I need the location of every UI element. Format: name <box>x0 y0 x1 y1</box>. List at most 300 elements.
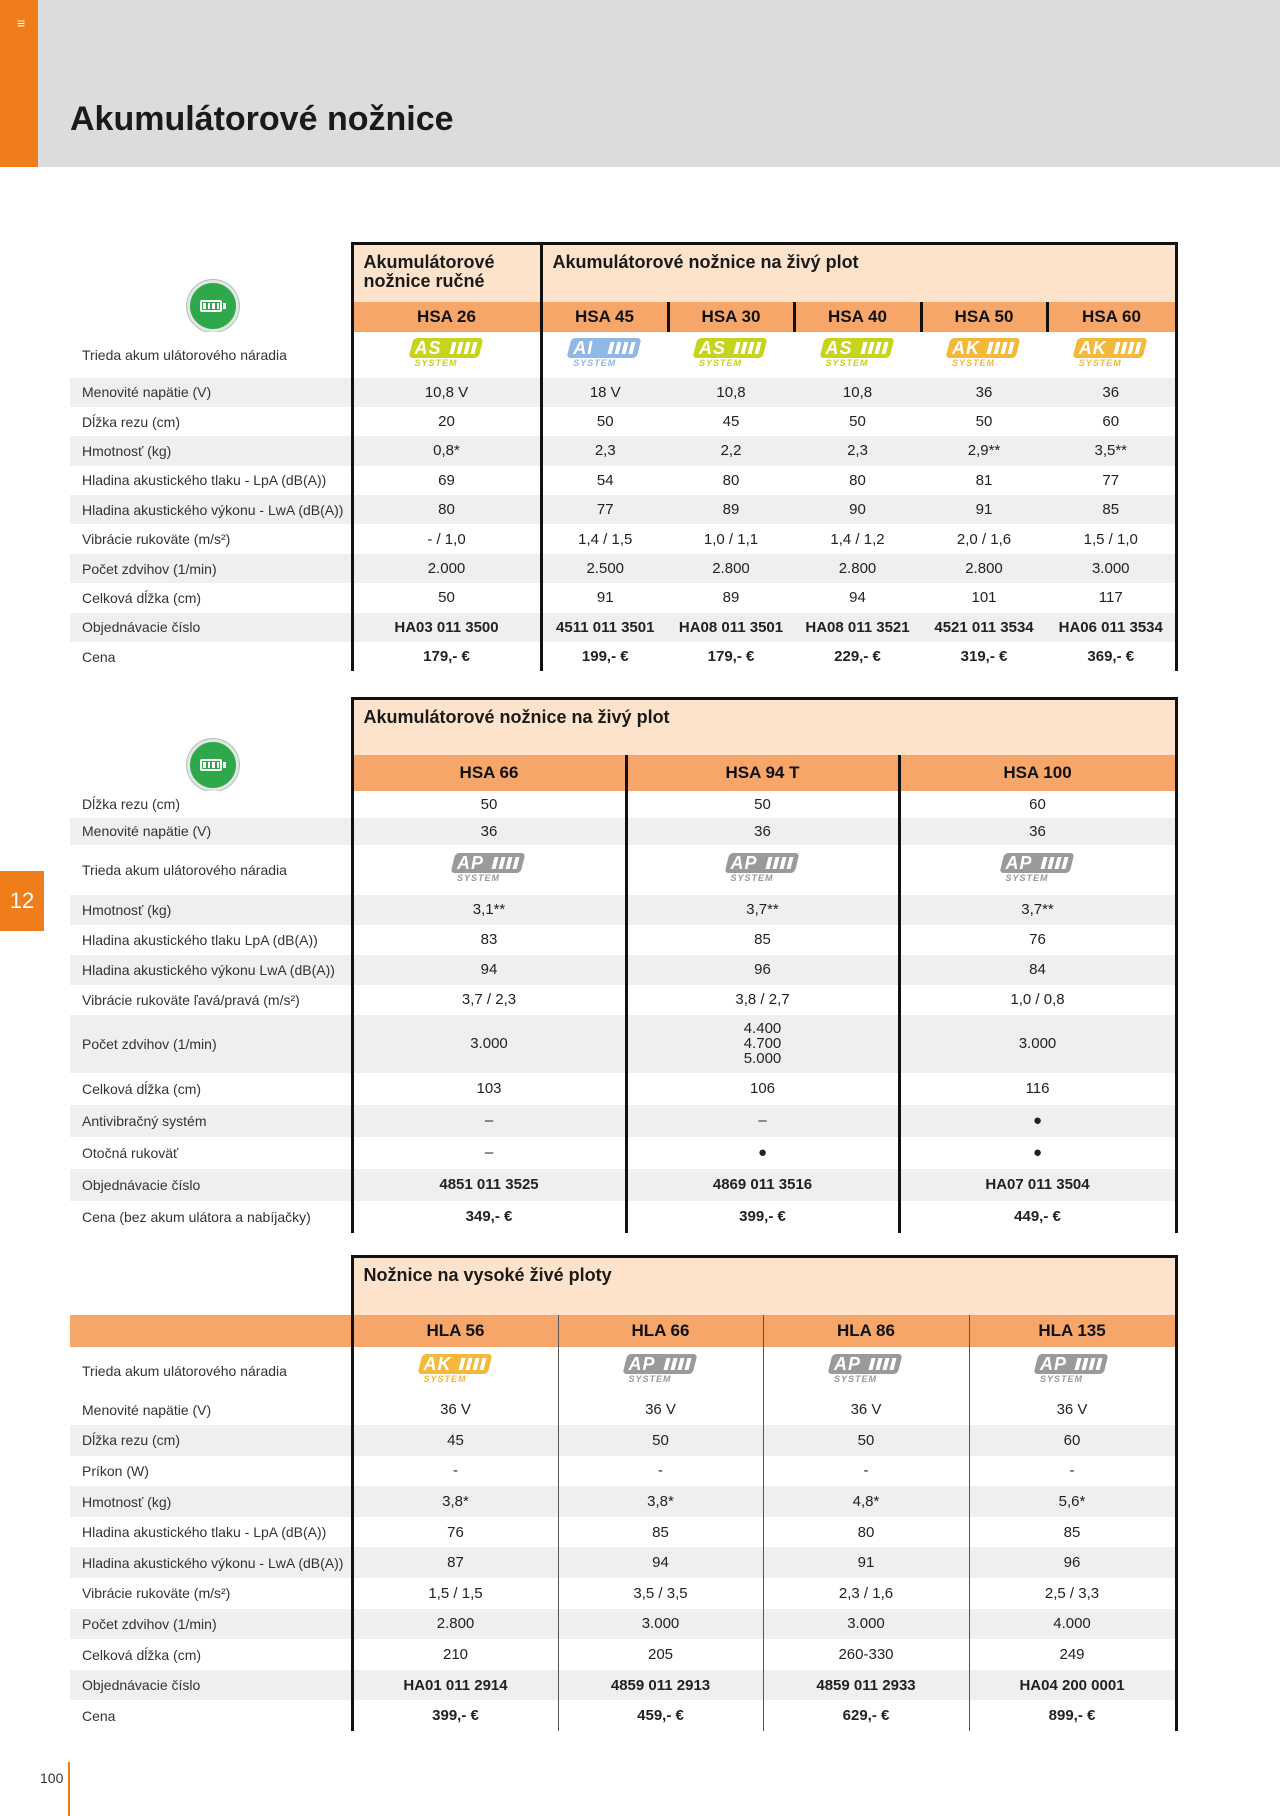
model-name: HSA 45 <box>541 302 668 332</box>
spec-value: 80 <box>763 1517 969 1548</box>
battery-icon <box>187 739 239 791</box>
system-badge-ap <box>1032 1352 1112 1386</box>
row-label: Menovité napätie (V) <box>70 818 352 845</box>
spec-row <box>70 1639 1176 1670</box>
system-cell <box>763 1347 969 1395</box>
spec-value: 3,8* <box>558 1486 763 1517</box>
system-badge-code: AK <box>952 337 980 358</box>
spec-value: ● <box>626 1137 899 1169</box>
spec-value: 84 <box>899 955 1176 985</box>
system-badge-suffix: SYSTEM <box>825 357 869 368</box>
system-badge-code: AS <box>825 337 853 358</box>
model-name: HSA 60 <box>1047 302 1176 332</box>
battery-cell <box>70 699 352 791</box>
spec-row <box>70 1517 1176 1548</box>
spec-value: 96 <box>626 955 899 985</box>
spec-table-1 <box>70 242 1178 671</box>
header-band <box>0 0 1280 167</box>
spec-value: 1,4 / 1,2 <box>830 530 885 548</box>
spec-value: 1,5 / 1,5 <box>352 1578 558 1609</box>
orange-strip <box>0 0 38 167</box>
row-label: Počet zdvihov (1/min) <box>70 1609 352 1640</box>
model-name: HSA 50 <box>921 302 1047 332</box>
spec-value: 4869 011 3516 <box>626 1169 899 1201</box>
spec-value: 36 <box>1047 378 1176 407</box>
system-badge-suffix: SYSTEM <box>573 357 617 368</box>
spec-value: 50 <box>352 791 626 818</box>
spec-row <box>70 1670 1176 1701</box>
spec-value: 3,8 / 2,7 <box>626 985 899 1015</box>
spec-value: 91 <box>541 583 668 612</box>
stroke-option: 4.400 <box>743 1020 782 1037</box>
system-badge-suffix: SYSTEM <box>1078 357 1122 368</box>
spec-value: 80 <box>722 471 740 489</box>
spec-value: 2,3 <box>794 436 921 465</box>
spec-value: 3.000 <box>1047 554 1176 583</box>
system-badge-suffix: SYSTEM <box>414 357 458 368</box>
system-badge-code: AP <box>457 852 485 873</box>
spec-row <box>70 791 1176 818</box>
model-name: HSA 66 <box>352 755 626 791</box>
spec-value: 77 <box>1047 466 1176 495</box>
spec-value: 45 <box>722 413 740 431</box>
stroke-option: 4.700 <box>743 1035 782 1052</box>
group-header-row <box>70 699 1176 755</box>
spec-value: 399,- € <box>626 1201 899 1233</box>
spec-value: 10,8 V <box>352 378 541 407</box>
spec-row <box>70 378 1176 407</box>
spec-value: 2.800 <box>921 554 1047 583</box>
spec-value: 36 V <box>969 1395 1176 1426</box>
row-label: Objednávacie číslo <box>70 613 352 642</box>
spec-value: 2,0 / 1,6 <box>956 530 1012 548</box>
spec-value-multiline <box>626 1015 899 1073</box>
spec-row <box>70 583 1176 612</box>
system-badge-code: AP <box>1040 1353 1068 1374</box>
spec-value: – <box>352 1137 626 1169</box>
system-badge-code: AP <box>834 1353 862 1374</box>
spec-row <box>70 1015 1176 1073</box>
spec-value: HA08 011 3501 <box>668 613 794 642</box>
spec-row <box>70 955 1176 985</box>
spec-value: 3.000 <box>763 1609 969 1640</box>
spec-table-3 <box>70 1255 1178 1731</box>
system-cell <box>352 845 626 895</box>
row-label: Celková dĺžka (cm) <box>70 1639 352 1670</box>
battery-icon <box>187 280 239 332</box>
system-badge-code: AK <box>1078 337 1107 358</box>
system-cell <box>921 332 1047 378</box>
system-badge-suffix: SYSTEM <box>699 357 743 368</box>
spec-value: 179,- € <box>423 648 470 666</box>
spec-value: 80 <box>352 495 541 524</box>
page-number: 100 <box>40 1770 64 1786</box>
system-badge-suffix: SYSTEM <box>834 1373 878 1384</box>
chapter-tab[interactable]: 12 <box>0 871 44 931</box>
system-badge-ak <box>1071 336 1151 370</box>
spec-row <box>70 925 1176 955</box>
spec-value: 4,8* <box>763 1486 969 1517</box>
row-label: Menovité napätie (V) <box>70 378 352 407</box>
spec-value: 36 <box>899 818 1176 845</box>
spec-value: 94 <box>352 955 626 985</box>
spec-value: 179,- € <box>707 648 755 666</box>
spec-value: 4521 011 3534 <box>921 613 1047 642</box>
spec-value: 76 <box>899 925 1176 955</box>
spec-value: 94 <box>558 1547 763 1578</box>
spec-value: 18 V <box>541 378 668 407</box>
system-badge-code: AS <box>414 337 442 358</box>
spec-value: 101 <box>971 589 997 607</box>
row-label: Cena <box>70 642 352 671</box>
spec-row <box>70 1169 1176 1201</box>
spec-value: 85 <box>558 1517 763 1548</box>
spec-value: HA06 011 3534 <box>1047 613 1176 642</box>
row-label: Hladina akustického tlaku LpA (dB(A)) <box>70 925 352 955</box>
spec-value: ● <box>899 1137 1176 1169</box>
model-row <box>70 1315 1176 1347</box>
spec-value: – <box>352 1105 626 1137</box>
spec-value: - / 1,0 <box>427 530 466 548</box>
spec-value: 2,9** <box>921 436 1047 465</box>
spec-value: 1,5 / 1,0 <box>1047 524 1176 553</box>
spec-value: 629,- € <box>763 1700 969 1731</box>
spec-value: 4511 011 3501 <box>541 613 668 642</box>
system-badge-suffix: SYSTEM <box>628 1373 672 1384</box>
row-label: Cena <box>70 1700 352 1731</box>
spec-value: 69 <box>438 471 455 489</box>
row-label: Antivibračný systém <box>70 1105 352 1137</box>
row-label: Trieda akum ulátorového náradia <box>70 1347 352 1395</box>
spec-value: 319,- € <box>960 648 1008 666</box>
spec-value: 3,5** <box>1047 436 1176 465</box>
spec-row <box>70 895 1176 925</box>
spec-value: 91 <box>921 495 1047 524</box>
spec-value: 36 <box>626 818 899 845</box>
spec-value: 3,7 / 2,3 <box>352 985 626 1015</box>
system-badge-suffix: SYSTEM <box>457 872 501 883</box>
row-label: Vibrácie rukoväte ľavá/pravá (m/s²) <box>70 985 352 1015</box>
system-cell <box>899 845 1176 895</box>
spec-value: ● <box>899 1105 1176 1137</box>
row-label: Hladina akustického výkonu - LwA (dB(A)) <box>70 495 352 524</box>
spec-value: 0,8* <box>352 436 541 465</box>
battery-cell <box>70 244 352 332</box>
spec-value: 260-330 <box>763 1639 969 1670</box>
spec-value: - <box>352 1456 558 1487</box>
spec-value: 80 <box>849 471 866 489</box>
spec-row <box>70 436 1176 465</box>
spec-value: 249 <box>969 1639 1176 1670</box>
spec-value: 2.000 <box>352 554 541 583</box>
spec-value: 54 <box>541 466 668 495</box>
spec-value: 3.000 <box>558 1609 763 1640</box>
spec-value: 2,3 / 1,6 <box>763 1578 969 1609</box>
system-row <box>70 845 1176 895</box>
model-name: HSA 94 T <box>626 755 899 791</box>
spec-value: 4859 011 2913 <box>558 1670 763 1701</box>
page-number-line <box>68 1762 70 1816</box>
row-label: Hladina akustického tlaku - LpA (dB(A)) <box>70 466 352 495</box>
spec-value: 2.800 <box>352 1609 558 1640</box>
spec-value: 20 <box>438 413 455 431</box>
spec-value: 87 <box>352 1547 558 1578</box>
spec-value: 349,- € <box>352 1201 626 1233</box>
system-cell <box>1047 332 1176 378</box>
model-name: HSA 26 <box>352 302 541 332</box>
spec-value: 3,5 / 3,5 <box>558 1578 763 1609</box>
row-label: Objednávacie číslo <box>70 1670 352 1701</box>
spec-row <box>70 818 1176 845</box>
spec-value: HA04 200 0001 <box>969 1670 1176 1701</box>
system-badge-ai <box>565 336 645 370</box>
spec-value: 10,8 <box>794 378 921 407</box>
system-cell <box>626 845 899 895</box>
page-title: Akumulátorové nožnice <box>70 100 454 138</box>
system-badge-ap <box>449 851 529 885</box>
spec-value: 210 <box>352 1639 558 1670</box>
row-label: Počet zdvihov (1/min) <box>70 1015 352 1073</box>
spec-value: 399,- € <box>352 1700 558 1731</box>
spec-value: 3.000 <box>899 1015 1176 1073</box>
spec-value: 50 <box>849 413 866 431</box>
spec-row <box>70 1547 1176 1578</box>
spec-value: 94 <box>849 589 866 607</box>
model-name: HLA 56 <box>352 1315 558 1347</box>
row-label: Menovité napätie (V) <box>70 1395 352 1426</box>
row-label: Trieda akum ulátorového náradia <box>70 845 352 895</box>
row-label: Dĺžka rezu (cm) <box>70 407 352 436</box>
spec-value: - <box>969 1456 1176 1487</box>
spec-value: 449,- € <box>899 1201 1176 1233</box>
spec-value: 459,- € <box>558 1700 763 1731</box>
system-row <box>70 332 1176 378</box>
row-label: Hmotnosť (kg) <box>70 895 352 925</box>
spec-value: 103 <box>352 1073 626 1105</box>
system-badge-ap <box>621 1352 701 1386</box>
spec-row <box>70 1578 1176 1609</box>
system-badge-as <box>818 336 898 370</box>
system-badge-ap <box>723 851 803 885</box>
spec-row <box>70 1456 1176 1487</box>
spec-row <box>70 1137 1176 1169</box>
spec-value: - <box>558 1456 763 1487</box>
spec-value: 106 <box>626 1073 899 1105</box>
row-label: Hladina akustického výkonu LwA (dB(A)) <box>70 955 352 985</box>
stroke-option: 5.000 <box>743 1050 782 1067</box>
row-label: Príkon (W) <box>70 1456 352 1487</box>
spec-value: HA08 011 3521 <box>794 613 921 642</box>
model-row-blank <box>70 1315 352 1347</box>
spec-value: 76 <box>352 1517 558 1548</box>
spec-value: - <box>763 1456 969 1487</box>
row-label: Hmotnosť (kg) <box>70 1486 352 1517</box>
spec-value: 4859 011 2933 <box>763 1670 969 1701</box>
row-label: Dĺžka rezu (cm) <box>70 791 352 818</box>
spec-value: 83 <box>352 925 626 955</box>
spec-value: 50 <box>763 1425 969 1456</box>
spec-value: 60 <box>899 791 1176 818</box>
row-label: Celková dĺžka (cm) <box>70 1073 352 1105</box>
spec-value: 50 <box>541 407 668 436</box>
spec-row <box>70 1073 1176 1105</box>
row-label: Hmotnosť (kg) <box>70 436 352 465</box>
spec-value: 90 <box>794 495 921 524</box>
system-cell <box>558 1347 763 1395</box>
spec-value: 3,7** <box>626 895 899 925</box>
spec-row <box>70 1486 1176 1517</box>
spec-value: 50 <box>626 791 899 818</box>
spec-value: 77 <box>541 495 668 524</box>
model-name: HSA 40 <box>794 302 921 332</box>
spec-row <box>70 554 1176 583</box>
spec-value: – <box>626 1105 899 1137</box>
model-name: HLA 86 <box>763 1315 969 1347</box>
spec-value: 36 <box>921 378 1047 407</box>
row-label: Trieda akum ulátorového náradia <box>70 332 352 378</box>
spec-row <box>70 1700 1176 1731</box>
spec-value: 2.800 <box>794 554 921 583</box>
system-badge-code: AP <box>1005 852 1033 873</box>
spec-value: 5,6* <box>969 1486 1176 1517</box>
system-cell <box>794 332 921 378</box>
spec-value: HA01 011 2914 <box>352 1670 558 1701</box>
system-cell <box>668 332 794 378</box>
system-badge-code: AI <box>573 337 594 358</box>
spec-value: 85 <box>1047 495 1176 524</box>
system-badge-as <box>407 336 487 370</box>
spec-row <box>70 407 1176 436</box>
spec-row <box>70 642 1176 671</box>
spec-value: 2.800 <box>668 554 794 583</box>
spec-row <box>70 1425 1176 1456</box>
spec-row <box>70 524 1176 553</box>
spec-value: 1,4 / 1,5 <box>541 524 668 553</box>
row-label: Vibrácie rukoväte (m/s²) <box>70 524 352 553</box>
spec-value: 89 <box>722 589 740 607</box>
spec-value: 116 <box>899 1073 1176 1105</box>
row-label: Otočná rukoväť <box>70 1137 352 1169</box>
spec-row <box>70 1201 1176 1233</box>
system-badge-as <box>691 336 771 370</box>
spec-value: 91 <box>763 1547 969 1578</box>
spec-value: 117 <box>1047 583 1176 612</box>
spec-value: 36 V <box>763 1395 969 1426</box>
spec-value: 2,5 / 3,3 <box>969 1578 1176 1609</box>
spec-value: 60 <box>1047 407 1176 436</box>
spec-value: 3,1** <box>352 895 626 925</box>
system-badge-suffix: SYSTEM <box>730 872 774 883</box>
spec-value: 1,0 / 1,1 <box>703 530 759 548</box>
spec-row <box>70 613 1176 642</box>
spec-value: 45 <box>352 1425 558 1456</box>
model-name: HLA 66 <box>558 1315 763 1347</box>
spec-value: HA03 011 3500 <box>352 613 541 642</box>
spec-row <box>70 1395 1176 1426</box>
spec-value: 369,- € <box>1047 642 1176 671</box>
group-title-high-hedge: Nožnice na vysoké živé ploty <box>352 1257 1176 1315</box>
group-header-row <box>70 244 1176 302</box>
spec-table-2 <box>70 697 1178 1233</box>
model-name: HSA 30 <box>668 302 794 332</box>
spec-value: 50 <box>438 589 455 607</box>
spec-value: 89 <box>668 495 794 524</box>
group-title-hedge: Akumulátorové nožnice na živý plot <box>541 244 1176 302</box>
spec-value: 60 <box>969 1425 1176 1456</box>
system-cell <box>541 332 668 378</box>
group-title-hedge: Akumulátorové nožnice na živý plot <box>352 699 1176 755</box>
system-badge-ak <box>944 336 1024 370</box>
spec-value: 4.000 <box>969 1609 1176 1640</box>
spec-value: 3.000 <box>352 1015 626 1073</box>
spec-value: 229,- € <box>834 648 881 666</box>
spec-value: 4851 011 3525 <box>352 1169 626 1201</box>
system-badge-ak <box>416 1352 496 1386</box>
group-header-row <box>70 1257 1176 1315</box>
menu-icon[interactable]: ≡ <box>17 15 26 31</box>
model-name: HSA 100 <box>899 755 1176 791</box>
system-badge-ap <box>998 851 1078 885</box>
spec-row <box>70 985 1176 1015</box>
row-label: Počet zdvihov (1/min) <box>70 554 352 583</box>
row-label: Objednávacie číslo <box>70 1169 352 1201</box>
spec-value: 2.500 <box>541 554 668 583</box>
spec-value: 85 <box>626 925 899 955</box>
model-name: HLA 135 <box>969 1315 1176 1347</box>
row-label: Dĺžka rezu (cm) <box>70 1425 352 1456</box>
spec-value: 199,- € <box>541 642 668 671</box>
empty-corner <box>70 1257 352 1315</box>
spec-value: 85 <box>969 1517 1176 1548</box>
system-badge-code: AS <box>699 337 727 358</box>
spec-value: 3,7** <box>899 895 1176 925</box>
spec-value: 36 <box>352 818 626 845</box>
spec-row <box>70 466 1176 495</box>
row-label: Cena (bez akum ulátora a nabíjačky) <box>70 1201 352 1233</box>
spec-value: 96 <box>969 1547 1176 1578</box>
spec-value: 205 <box>558 1639 763 1670</box>
system-badge-code: AP <box>628 1353 656 1374</box>
spec-value: 2,3 <box>541 436 668 465</box>
system-badge-suffix: SYSTEM <box>1005 872 1049 883</box>
spec-value: 50 <box>975 413 993 431</box>
system-cell <box>352 332 541 378</box>
spec-value: 2,2 <box>668 436 794 465</box>
spec-value: HA07 011 3504 <box>899 1169 1176 1201</box>
row-label: Celková dĺžka (cm) <box>70 583 352 612</box>
spec-row <box>70 1609 1176 1640</box>
spec-value: 3,8* <box>352 1486 558 1517</box>
row-label: Hladina akustického tlaku - LpA (dB(A)) <box>70 1517 352 1548</box>
spec-row <box>70 495 1176 524</box>
system-badge-suffix: SYSTEM <box>423 1373 467 1384</box>
spec-row <box>70 1105 1176 1137</box>
group-title-manual: Akumulátorové nožnice ručné <box>352 244 541 302</box>
system-badge-suffix: SYSTEM <box>952 357 996 368</box>
spec-value: 36 V <box>352 1395 558 1426</box>
row-label: Hladina akustického výkonu - LwA (dB(A)) <box>70 1547 352 1578</box>
spec-value: 50 <box>558 1425 763 1456</box>
spec-value: 1,0 / 0,8 <box>899 985 1176 1015</box>
spec-value: 36 V <box>558 1395 763 1426</box>
system-badge-ap <box>826 1352 906 1386</box>
spec-value: 899,- € <box>969 1700 1176 1731</box>
system-cell <box>352 1347 558 1395</box>
row-label: Vibrácie rukoväte (m/s²) <box>70 1578 352 1609</box>
system-row <box>70 1347 1176 1395</box>
system-badge-code: AP <box>730 852 758 873</box>
spec-value: 81 <box>975 471 993 489</box>
